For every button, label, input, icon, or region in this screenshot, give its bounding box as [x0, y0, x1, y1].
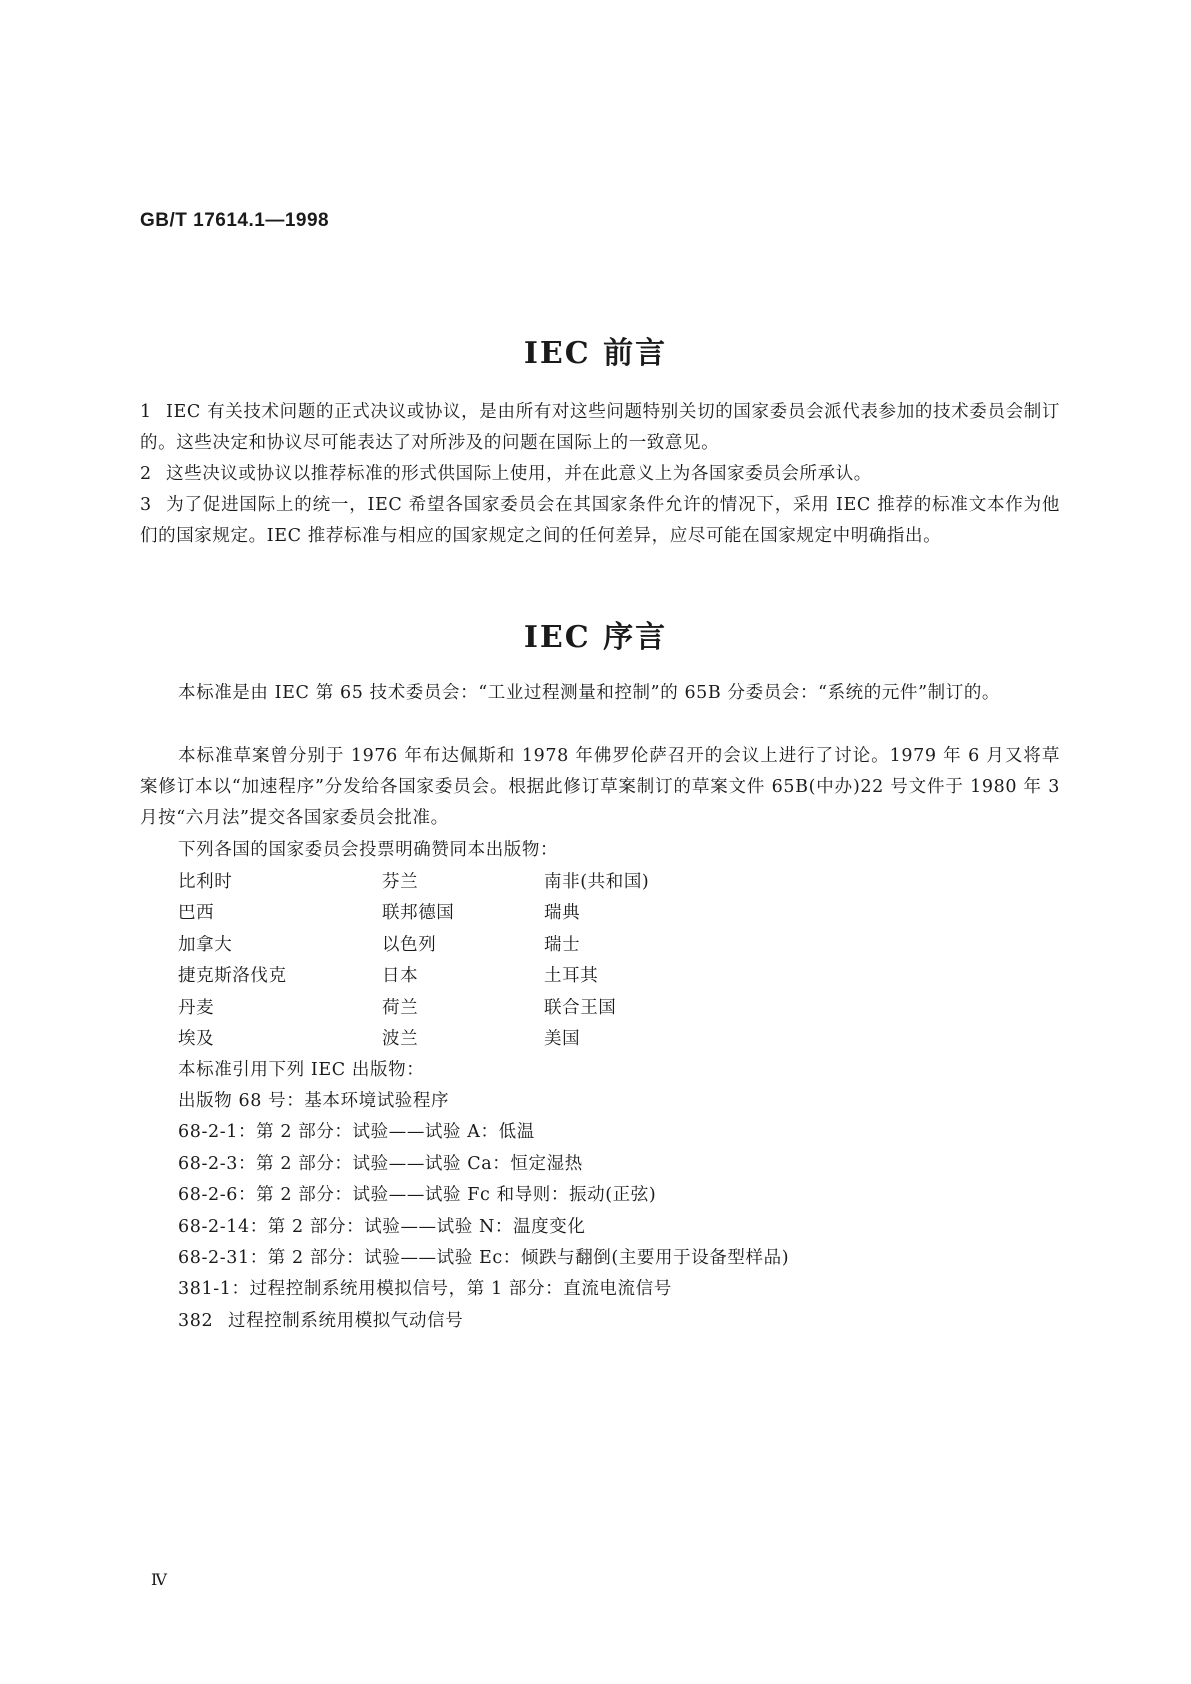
preface-title: IEC 序言: [523, 620, 668, 655]
country-name: 以色列: [382, 934, 437, 955]
reference-item: [178, 1212, 789, 1243]
country-name: 南非(共和国): [544, 872, 650, 892]
voting-intro: 下列各国的国家委员会投票明确赞同本出版物：: [178, 840, 559, 860]
country-list: [178, 867, 778, 1055]
country-name: 美国: [544, 1028, 581, 1049]
country-row: [178, 930, 778, 961]
reference-title: 第 2 部分：试验——试验 Ec：倾跌与翻倒(主要用于设备型样品): [267, 1247, 790, 1268]
country-name: 瑞士: [544, 934, 581, 955]
country-row: [178, 1024, 778, 1055]
reference-title: 基本环境试验程序: [304, 1091, 450, 1111]
reference-item: [178, 1243, 789, 1274]
country-name: 联邦德国: [382, 903, 455, 924]
country-name: 瑞典: [544, 903, 581, 924]
reference-item: [178, 1086, 789, 1117]
foreword-item-text: 这些决议或协议以推荐标准的形式供国际上使用，并在此意义上为各国家委员会所承认。: [166, 464, 872, 484]
reference-title: 第 2 部分：试验——试验 Ca：恒定湿热: [256, 1153, 583, 1174]
country-name: 加拿大: [178, 934, 233, 955]
reference-code: 68-2-6：: [178, 1185, 257, 1206]
country-name: 芬兰: [382, 872, 419, 892]
foreword-item-3: [140, 490, 1060, 552]
country-row: [178, 867, 778, 898]
reference-code: 68-2-31：: [178, 1247, 268, 1268]
reference-item: [178, 1274, 789, 1305]
country-name: 联合王国: [544, 997, 617, 1018]
foreword-item-text: IEC 有关技术问题的正式决议或协议，是由所有对这些问题特别关切的国家委员会派代表参加的技术委员会制订的。这些决定和协议尽可能表达了对所涉及的问题在国际上的一致意见。: [140, 402, 1060, 453]
reference-title: 第 2 部分：试验——试验 Fc 和导则：振动(正弦): [256, 1185, 657, 1206]
country-name: 日本: [382, 966, 419, 987]
country-name: 比利时: [178, 872, 233, 892]
country-name: 捷克斯洛伐克: [178, 966, 287, 987]
foreword-item-text: 为了促进国际上的统一，IEC 希望各国家委员会在其国家条件允许的情况下，采用 IEC 推荐的标准文本作为他们的国家规定。IEC 推荐标准与相应的国家规定之间的任何差异，应尽可能在国家规定中明确指出。: [140, 495, 1060, 546]
reference-code: 68-2-3：: [178, 1153, 257, 1174]
country-name: 埃及: [178, 1028, 215, 1049]
foreword-title: IEC 前言: [523, 336, 668, 371]
country-name: 波兰: [382, 1028, 419, 1049]
reference-code: 68-2-14：: [178, 1216, 268, 1237]
reference-item: [178, 1149, 789, 1180]
reference-item: [178, 1306, 789, 1337]
country-row: [178, 898, 778, 929]
references-intro: 本标准引用下列 IEC 出版物：: [178, 1060, 425, 1080]
reference-title: 第 2 部分：试验——试验 A：低温: [256, 1122, 535, 1143]
reference-item: [178, 1117, 789, 1148]
foreword-item-number: 3: [140, 495, 152, 515]
reference-item: [178, 1180, 789, 1211]
country-name: 荷兰: [382, 997, 419, 1018]
reference-title: 第 2 部分：试验——试验 N：温度变化: [267, 1216, 586, 1237]
preface-paragraph-2: 本标准草案曾分别于 1976 年布达佩斯和 1978 年佛罗伦萨召开的会议上进行了讨论。1979 年 6 月又将草案修订本以“加速程序”分发给各国家委员会。根据此修订草案制订的草案文件 65B(中办)22 号文件于 1980 年 3 月按“六月法”提交各国家委员会批准。: [140, 746, 1060, 828]
country-row: [178, 961, 778, 992]
reference-code: 出版物 68 号：: [178, 1091, 305, 1111]
country-name: 土耳其: [544, 966, 599, 987]
standard-code: GB/T 17614.1—1998: [140, 210, 330, 231]
country-name: 巴西: [178, 903, 215, 924]
reference-title: 过程控制系统用模拟信号，第 1 部分：直流电流信号: [249, 1279, 672, 1300]
foreword-item-number: 1: [140, 402, 152, 422]
reference-code: 382: [178, 1310, 214, 1331]
page-number: Ⅳ: [151, 1570, 167, 1589]
foreword-item-1: [140, 397, 1060, 459]
preface-paragraph-1: 本标准是由 IEC 第 65 技术委员会：“工业过程测量和控制”的 65B 分委员会：“系统的元件”制订的。: [178, 683, 1001, 703]
foreword-item-number: 2: [140, 464, 152, 484]
reference-code: 68-2-1：: [178, 1122, 257, 1143]
reference-title: 过程控制系统用模拟气动信号: [228, 1310, 464, 1331]
country-name: 丹麦: [178, 997, 215, 1018]
reference-code: 381-1：: [178, 1279, 250, 1300]
reference-list: [178, 1086, 789, 1337]
country-row: [178, 993, 778, 1024]
foreword-item-2: [140, 459, 1060, 490]
